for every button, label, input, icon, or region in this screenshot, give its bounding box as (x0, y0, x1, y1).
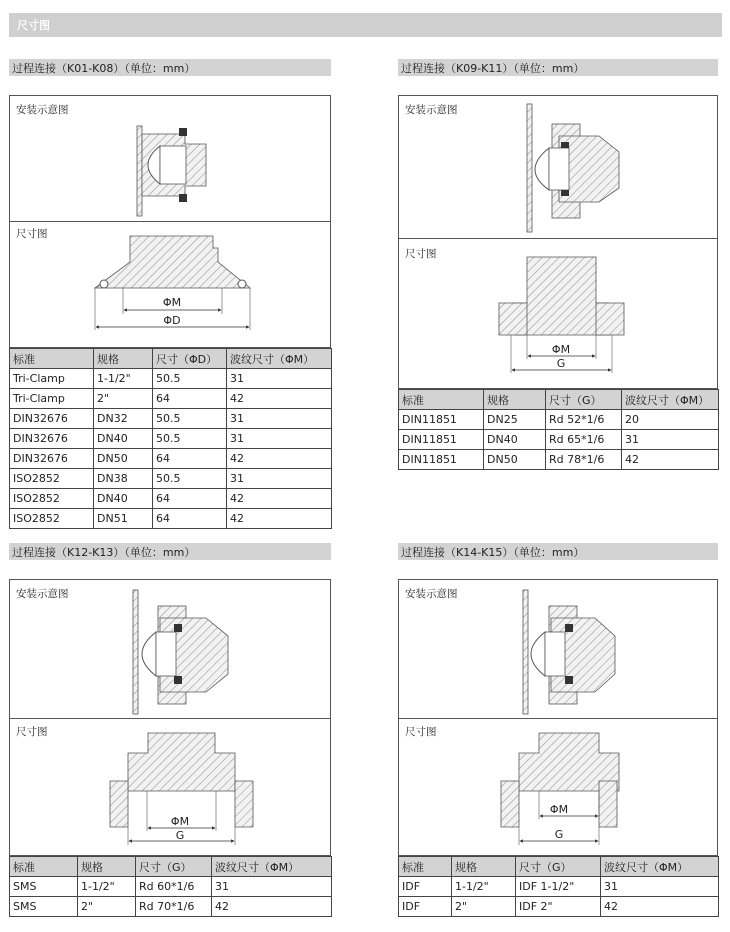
cell: 50.5 (153, 429, 227, 449)
table-row (399, 430, 719, 450)
install-diagram-label: 安装示意图 (405, 588, 458, 600)
cell: Rd 65*1/6 (546, 430, 622, 450)
section-title: 过程连接（K01-K08）（单位：mm） (12, 62, 196, 75)
cell: ISO2852 (10, 489, 94, 509)
cell: 42 (227, 489, 332, 509)
cell: DN25 (484, 410, 546, 430)
section-k14-k15-header (398, 543, 718, 560)
cell: 31 (227, 429, 332, 449)
cell: ISO2852 (10, 509, 94, 529)
table-row (10, 409, 332, 429)
cell: 64 (153, 489, 227, 509)
cell: 1-1/2" (452, 877, 516, 897)
cell: 64 (153, 509, 227, 529)
cell: SMS (10, 877, 78, 897)
cell: DIN11851 (399, 430, 484, 450)
cell: 42 (227, 449, 332, 469)
section-title: 过程连接（K12-K13）（单位：mm） (12, 546, 196, 559)
section-k09-k11-drawing (398, 95, 718, 389)
section-k01-k08-drawing (9, 95, 331, 348)
cell: DN40 (484, 430, 546, 450)
cell: 50.5 (153, 469, 227, 489)
cell: IDF 1-1/2" (516, 877, 601, 897)
spec-table-k01-k08 (9, 348, 332, 529)
install-diagram-label: 安装示意图 (405, 104, 458, 116)
cell: DIN11851 (399, 410, 484, 430)
cell: DIN32676 (10, 429, 94, 449)
dimension-diagram-k01 (10, 222, 330, 348)
col-header: 标准 (399, 390, 484, 410)
cell: 2" (452, 897, 516, 917)
col-header: 波纹尺寸（ΦM） (601, 857, 719, 877)
cell: DN38 (94, 469, 153, 489)
cell: 31 (622, 430, 719, 450)
table-row (10, 449, 332, 469)
cell: SMS (10, 897, 78, 917)
dim-m-label: ΦM (549, 803, 569, 816)
dim-m-label: ΦM (170, 815, 190, 828)
table-row (399, 450, 719, 470)
cell: DN50 (484, 450, 546, 470)
cell: 2" (94, 389, 153, 409)
col-header: 规格 (94, 349, 153, 369)
col-header: 波纹尺寸（ΦM） (227, 349, 332, 369)
section-title: 过程连接（K14-K15）（单位：mm） (401, 546, 585, 559)
col-header: 尺寸（ΦD） (153, 349, 227, 369)
col-header: 波纹尺寸（ΦM） (212, 857, 332, 877)
col-header: 尺寸（G） (546, 390, 622, 410)
install-diagram-label: 安装示意图 (16, 104, 69, 116)
cell: 1-1/2" (94, 369, 153, 389)
table-row (10, 469, 332, 489)
cell: IDF (399, 877, 452, 897)
cell: Tri-Clamp (10, 369, 94, 389)
table-row (10, 369, 332, 389)
section-k12-k13-drawing (9, 579, 331, 856)
col-header: 规格 (78, 857, 136, 877)
cell: 42 (227, 509, 332, 529)
col-header: 标准 (10, 349, 94, 369)
cell: DN40 (94, 429, 153, 449)
cell: 64 (153, 389, 227, 409)
table-row (10, 429, 332, 449)
install-diagram-k09 (399, 96, 717, 238)
cell: DN32 (94, 409, 153, 429)
section-title: 过程连接（K09-K11）（单位：mm） (401, 62, 585, 75)
dim-m-label: ΦM (162, 296, 182, 309)
cell: 31 (227, 369, 332, 389)
col-header: 标准 (399, 857, 452, 877)
cell: 42 (601, 897, 719, 917)
dimension-diagram-k14 (399, 719, 717, 856)
spec-table-k12-k13 (9, 856, 332, 917)
section-k14-k15-drawing (398, 579, 718, 856)
col-header: 规格 (452, 857, 516, 877)
cell: 42 (622, 450, 719, 470)
cell: 31 (212, 877, 332, 897)
table-row (399, 410, 719, 430)
cell: DIN11851 (399, 450, 484, 470)
cell: 31 (601, 877, 719, 897)
spec-table-k09-k11 (398, 389, 719, 470)
table-row (10, 389, 332, 409)
col-header: 尺寸（G） (516, 857, 601, 877)
spec-table-k14-k15 (398, 856, 719, 917)
install-diagram-k14 (399, 580, 717, 718)
cell: 42 (212, 897, 332, 917)
cell: DN51 (94, 509, 153, 529)
cell: 50.5 (153, 369, 227, 389)
table-row (10, 897, 332, 917)
dimension-diagram-k12 (10, 719, 330, 856)
dimension-diagram-k09 (399, 239, 717, 389)
col-header: 波纹尺寸（ΦM） (622, 390, 719, 410)
dim-g-label: G (554, 828, 564, 841)
cell: 42 (227, 389, 332, 409)
dim-m-label: ΦM (551, 343, 571, 356)
dimension-label: 尺寸图 (405, 726, 437, 738)
cell: IDF (399, 897, 452, 917)
install-diagram-k12 (10, 580, 330, 718)
col-header: 规格 (484, 390, 546, 410)
cell: Tri-Clamp (10, 389, 94, 409)
dim-g-label: G (175, 829, 185, 842)
page-title-bar (9, 13, 722, 37)
cell: 31 (227, 409, 332, 429)
col-header: 标准 (10, 857, 78, 877)
table-row (10, 509, 332, 529)
cell: ISO2852 (10, 469, 94, 489)
cell: DN40 (94, 489, 153, 509)
cell: 50.5 (153, 409, 227, 429)
cell: Rd 78*1/6 (546, 450, 622, 470)
cell: DIN32676 (10, 449, 94, 469)
cell: 2" (78, 897, 136, 917)
dim-d-label: ΦD (163, 314, 181, 327)
cell: IDF 2" (516, 897, 601, 917)
col-header: 尺寸（G） (136, 857, 212, 877)
table-row (10, 877, 332, 897)
cell: Rd 52*1/6 (546, 410, 622, 430)
cell: DIN32676 (10, 409, 94, 429)
cell: Rd 60*1/6 (136, 877, 212, 897)
table-row (10, 489, 332, 509)
page-title: 尺寸图 (17, 19, 50, 32)
cell: 20 (622, 410, 719, 430)
dimension-label: 尺寸图 (16, 726, 48, 738)
section-k12-k13-header (9, 543, 331, 560)
cell: 31 (227, 469, 332, 489)
section-k01-k08-header (9, 59, 331, 76)
cell: 1-1/2" (78, 877, 136, 897)
cell: Rd 70*1/6 (136, 897, 212, 917)
cell: 64 (153, 449, 227, 469)
install-diagram-k01 (10, 96, 330, 220)
section-k09-k11-header (398, 59, 718, 76)
dimension-label: 尺寸图 (16, 228, 48, 240)
cell: DN50 (94, 449, 153, 469)
table-row (399, 877, 719, 897)
dim-g-label: G (556, 357, 566, 370)
install-diagram-label: 安装示意图 (16, 588, 69, 600)
table-row (399, 897, 719, 917)
dimension-label: 尺寸图 (405, 248, 437, 260)
